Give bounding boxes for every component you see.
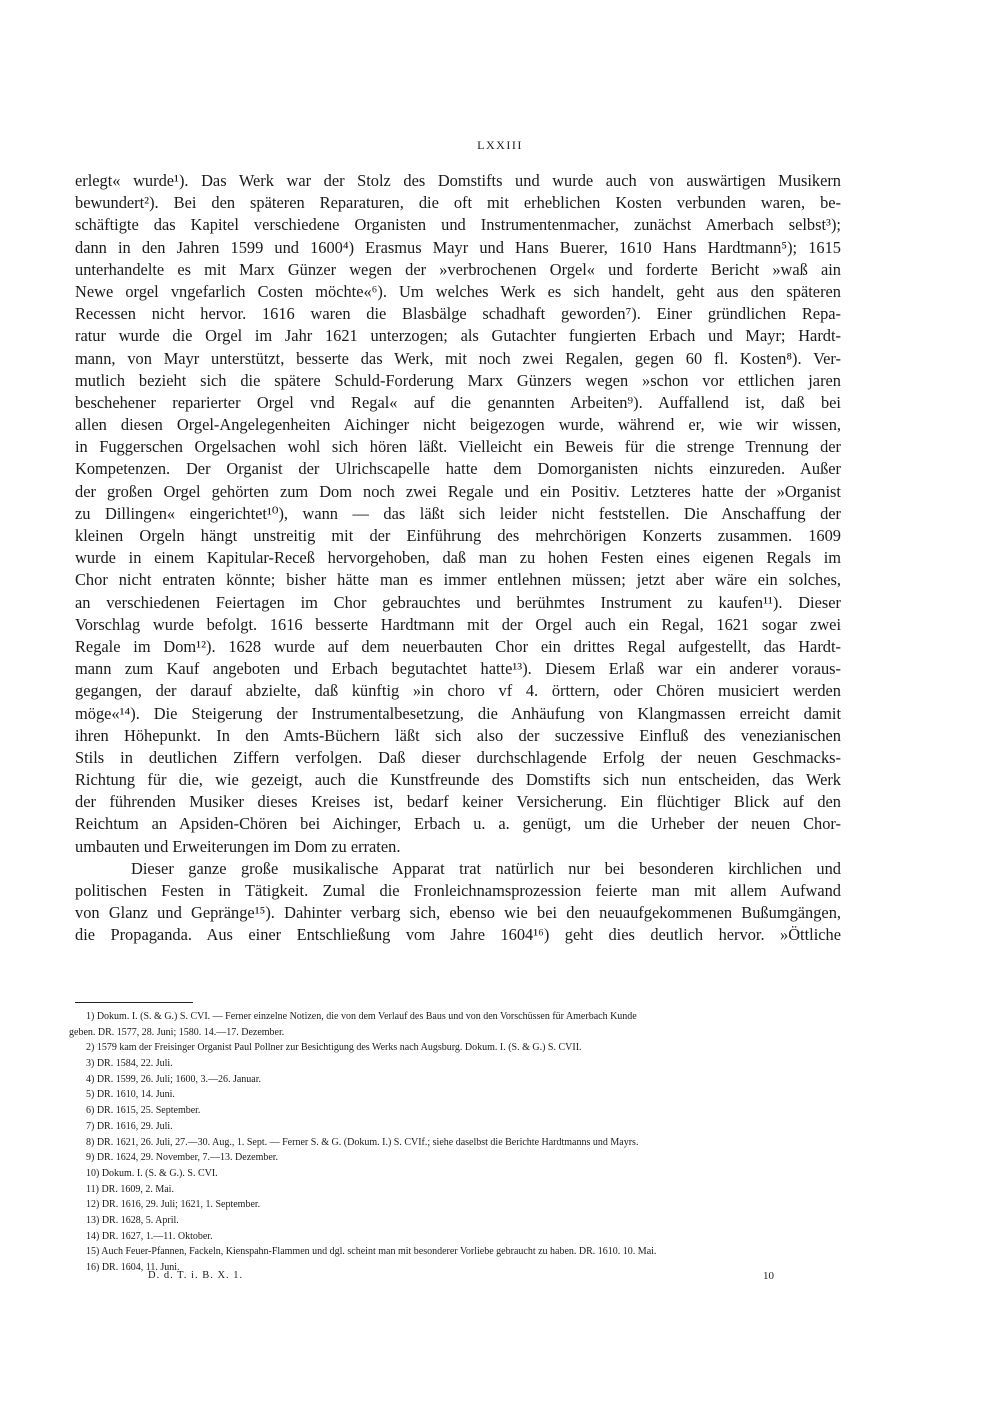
text-line: der großen Orgel gehörten zum Dom noch zwei Regale und ein Positiv. Letzteres hatte der »Organist <box>75 481 841 501</box>
footnote: 14) DR. 1627, 1.—11. Oktober. <box>86 1230 213 1242</box>
footnote: 12) DR. 1616, 29. Juli; 1621, 1. September. <box>86 1199 261 1211</box>
text-line: Vorschlag wurde befolgt. 1616 besserte Hardtmann mit der Orgel auch ein Regal, 1621 sogar zwei <box>75 614 841 634</box>
text-line: Recessen nicht hervor. 1616 waren die Blasbälge schadhaft geworden⁷). Einer gründlichen Repa- <box>75 304 841 324</box>
footnote: 7) DR. 1616, 29. Juli. <box>86 1120 173 1132</box>
text-line: Kompetenzen. Der Organist der Ulrichscapelle hatte dem Domorganisten nichts einzureden. Außer <box>75 459 841 479</box>
footnote: 1) Dokum. I. (S. & G.) S. CVI. — Ferner einzelne Notizen, die von dem Verlauf des Baus und von den Vorschüssen für Amerbach Kunde <box>86 1011 637 1022</box>
footnote: 4) DR. 1599, 26. Juli; 1600, 3.—26. Januar. <box>86 1073 261 1085</box>
footnote: 6) DR. 1615, 25. September. <box>86 1105 201 1117</box>
text-line: beschehener reparierter Orgel vnd Regal« auf die genannten Arbeiten⁹). Auffallend ist, daß bei <box>75 392 841 412</box>
text-line: schäftigte das Kapitel verschiedene Organisten und Instrumentenmacher, zunächst Amerbach selbst³); <box>75 215 841 235</box>
text-line: politischen Festen in Tätigkeit. Zumal die Fronleichnamsprozession feierte man mit allem Aufwand <box>75 881 841 900</box>
paragraph <box>75 858 841 947</box>
text-line: bewundert²). Bei den späteren Reparaturen, die oft mit erheblichen Kosten verbunden waren, be- <box>75 193 841 213</box>
footnote: 9) DR. 1624, 29. November, 7.—13. Dezember. <box>86 1152 279 1164</box>
text-line: ihren Höhepunkt. In den Amts-Büchern läßt sich also der suczessive Einfluß des venezianischen <box>75 725 841 745</box>
text-line: mann zum Kauf angeboten und Erbach begutachtet hatte¹³). Diesem Erlaß war ein anderer voraus- <box>75 659 841 679</box>
sheet-number: 10 <box>763 1270 774 1282</box>
page-number: LXXIII <box>477 138 523 152</box>
text-line: mutlich bezieht sich die spätere Schuld-Forderung Marx Günzers wegen »schon vor ettlichen jaren <box>75 370 841 390</box>
text-line: kleinen Orgeln hängt unstreitig mit der Einführung des mehrchörigen Konzerts zusammen. 1609 <box>75 526 841 545</box>
text-line: umbauten und Erweiterungen im Dom zu erraten. <box>75 836 401 856</box>
text-line: erlegt« wurde¹). Das Werk war der Stolz des Domstifts und wurde auch von auswärtigen Musikern <box>75 171 841 190</box>
text-line: Regale im Dom¹²). 1628 wurde auf dem neuerbauten Chor ein drittes Regal aufgestellt, das Hardt- <box>75 636 841 656</box>
paragraph <box>75 170 841 858</box>
text-line: an verschiedenen Feiertagen im Chor gebrauchtes und berühmtes Instrument zu kaufen¹¹). Dieser <box>75 592 841 612</box>
text-line: unterhandelte es mit Marx Günzer wegen der »verbrochenen Orgel« und forderte Bericht »waß ain <box>75 259 841 279</box>
text-line: gegangen, der darauf abzielte, daß künftig »in choro vf 4. örttern, oder Chören musiciert werden <box>75 681 841 701</box>
sheet-signature: D. d. T. i. B. X. 1. <box>148 1270 244 1281</box>
text-line: Newe orgel vngefarlich Costen möchte«⁶). Um welches Werk es sich handelt, geht aus den späteren <box>75 281 841 301</box>
footnote: 10) Dokum. I. (S. & G.). S. CVI. <box>86 1167 218 1179</box>
text-line: ratur wurde die Orgel im Jahr 1621 unterzogen; als Gutachter fungierten Erbach und Mayr; Hardt- <box>75 326 841 346</box>
text-line: Dieser ganze große musikalische Apparat trat natürlich nur bei besonderen kirchlichen und <box>131 858 841 878</box>
footnote: 2) 1579 kam der Freisinger Organist Paul Pollner zur Besichtigung des Werks nach Augsburg. Dokum. I. (S. & G.) S. CVII. <box>86 1042 582 1054</box>
footnotes <box>69 1009 848 1276</box>
text-line: in Fuggerschen Orgelsachen wohl sich hören läßt. Vielleicht ein Beweis für die strenge Trennung der <box>75 437 841 457</box>
footnote: 11) DR. 1609, 2. Mai. <box>86 1183 174 1195</box>
text-line: die Propaganda. Aus einer Entschließung vom Jahre 1604¹⁶) geht dies deutlich hervor. »Öttliche <box>75 925 841 945</box>
footnote: 16) DR. 1604, 11. Juni. <box>86 1262 180 1273</box>
footnote: 3) DR. 1584, 22. Juli. <box>86 1058 173 1070</box>
footnote: geben. DR. 1577, 28. Juni; 1580. 14.—17. Dezember. <box>69 1026 285 1038</box>
text-line: Reichtum an Apsiden-Chören bei Aichinger, Erbach u. a. genügt, um die Urheber der neuen Chor- <box>75 814 841 834</box>
text-line: von Glanz und Gepränge¹⁵). Dahinter verbarg sich, ebenso wie bei den neuaufgekommenen Bußumgängen, <box>75 903 841 923</box>
text-line: Stils in deutlichen Ziffern verfolgen. Daß dieser durchschlagende Erfolg der neuen Geschmacks- <box>75 747 841 767</box>
footnote-divider <box>75 1002 193 1003</box>
footnote: 8) DR. 1621, 26. Juli, 27.—30. Aug., 1. Sept. — Ferner S. & G. (Dokum. I.) S. CVIf.; siehe daselbst die Berichte Hardtmanns und Mayrs. <box>86 1136 639 1148</box>
text-line: möge«¹⁴). Die Steigerung der Instrumentalbesetzung, die Anhäufung von Klangmassen erreicht damit <box>75 703 841 723</box>
text-line: mann, von Mayr unterstützt, besserte das Werk, mit noch zwei Regalen, gegen 60 fl. Kosten⁸). Ver- <box>75 348 841 368</box>
text-line: wurde in einem Kapitular-Receß hervorgehoben, daß man zu hohen Festen eines eigenen Regals im <box>75 548 841 568</box>
text-line: Richtung für die, wie gezeigt, auch die Kunstfreunde des Domstifts sich nun entscheiden, das Werk <box>75 770 841 790</box>
text-line: der führenden Musiker dieses Kreises ist, bedarf keiner Versicherung. Ein flüchtiger Blick auf den <box>75 792 841 812</box>
footnote: 15) Auch Feuer-Pfannen, Fackeln, Kienspahn-Flammen und dgl. scheint man mit besonderer Vorliebe gebraucht zu haben. DR. 1610. 10. Mai. <box>86 1246 657 1258</box>
text-line: Chor nicht entraten könnte; bisher hätte man es immer entlehnen müssen; jetzt aber wäre ein solches, <box>75 570 841 590</box>
text-line: dann in den Jahren 1599 und 1600⁴) Erasmus Mayr und Hans Buerer, 1610 Hans Hardtmann⁵); 1615 <box>75 237 841 257</box>
footnote: 5) DR. 1610, 14. Juni. <box>86 1089 175 1101</box>
footnote: 13) DR. 1628, 5. April. <box>86 1214 179 1226</box>
text-line: zu Dillingen« eingerichtet¹⁰), wann — das läßt sich leider nicht feststellen. Die Anschaffung der <box>75 503 841 523</box>
text-line: allen diesen Orgel-Angelegenheiten Aichinger nicht beigezogen wurde, während er, wie wir wissen, <box>75 415 841 435</box>
body-text <box>75 170 841 947</box>
